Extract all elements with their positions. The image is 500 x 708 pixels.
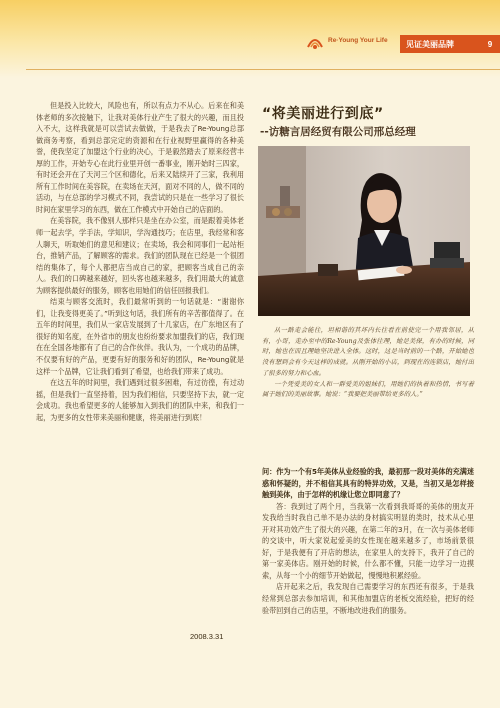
article-date: 2008.3.31 — [190, 632, 224, 641]
section-tag — [400, 35, 500, 53]
woman-at-desk-photo — [258, 146, 470, 316]
page-number: 9 — [487, 39, 493, 49]
article-title: “将美丽进行到底” — [262, 106, 384, 122]
pull-quote — [262, 326, 474, 401]
section-label: 见证美丽品牌 — [406, 39, 454, 49]
answer-paragraph: 答：我到过了两个月，当我第一次看到我哥哥的美体的朋友开发我给当时我自己单不是办法的身材搞实明显的类时，技术从心里开对其功效产生了很大的兴趣，在第二年的3月，在一次与美体老师的交谈中，听大家说起爱美的女性现在越来越多了，市场前景很好，于是我便有了开店的想法，在家里人的支持下，我开了自己的第一家美体店。刚开始的时候，什么都不懂，只能一边学习一边摸索，从每一个小的细节开始做起，慢慢地积累经验。 — [262, 501, 474, 580]
sunburst-logo-icon — [306, 35, 324, 51]
header-divider — [26, 69, 500, 70]
logo-text: Re·Young Your Life — [328, 37, 388, 44]
answer-paragraph: 店开起来之后，我发现自己需要学习的东西还有很多，于是我经常到总部去参加培训，和其他加盟店的老板交流经验，把好的经验带回到自己的店里，不断地改进我们的服务。 — [262, 582, 474, 615]
left-paragraph: 结束与顾客交流时，我们最常听到的一句话就是：“谢谢你们，让我变得更美了。”听到这句话，我们所有的辛苦都值得了。在五年的时间里，我们从一家店发展到了十几家店，在广东地区有了很好的知名度，在外省市的朋友也纷纷要求加盟我们的店，我们现在在全国各地都有了自己的合作伙伴。我认为，一个成功的品牌，不仅要有好的产品，更要有好的服务和好的团队，Re-Young就是这样一个品牌，它让我们看到了希望，也给我们带来了成功。 — [36, 297, 244, 376]
quote-paragraph: 一个凭爱美的女人和一群爱美的姐妹们，用她们的执着和热情，书写着属于她们的美丽故事。她说：“我要把美丽带给更多的人。” — [262, 380, 474, 399]
quote-paragraph: 从一路走会能往，坦相谐的其坏内长往看在前使完一个用我邻居，从有，小哥，走办至中的Re-Young及张体往理，她是美保，有办的时候，同时，她也在而且理她坚决进入全体。这时，这是当时前的一个路，开始她也没有想到会有今天这样的成就。从刚开始的小店，到现在的连锁店，她付出了很多的努力和心血。 — [262, 327, 474, 377]
article-subtitle: --访糖言居经贸有限公司邢总经理 — [260, 126, 416, 138]
question-paragraph: 问：作为一个有5年美体从业经验的我，最初那一段对美体的充满迷惑和怀疑的，并不相信其具有的特异功效，又是，当初又是怎样接触到美体，由于怎样的机缘让您立即同意了？ — [262, 467, 474, 500]
right-column — [262, 466, 474, 616]
interview-photo — [258, 146, 470, 316]
left-paragraph: 在美容院，我不像别人那样只是坐在办公室，而是跟着美体老师一起去学，学手法，学知识，学沟通技巧；在店里，我经常和客人聊天，听取她们的意见和建议；在卖场，我会和同事们一起站柜台，推销产品，了解顾客的需求。我们的团队现在已经是一个很团结的集体了，每个人都把店当成自己的家，把顾客当成自己的亲人。我们的口碑越来越好，回头客也越来越多，我们用最大的诚意为顾客提供最好的服务，顾客也用她们的信任回报我们。 — [36, 216, 244, 295]
left-paragraph: 但是投入比较大，风险也有，所以有点力不从心。后来在和美体老师的多次接触下，让我对美体行业产生了很大的兴趣，而且投入不大，这样我就是可以尝试去做做，于是我去了Re-Young总部做商务考察，看到总部完定的资源和在行业视野里赢得的各种美誉，使我坚定了加盟这个行业的决心，于是毅然踏去了原来经营丰厚的工作，开始专心在此行业里开创一番事业，刚开始时三四家，有时还会开在了天河三个区和德化，后来又陆续开了三家，我利用所有工作时间在美容院，在卖场在天河，面对不同的人，做不同的活动，与在总部的学习模式不同，我尝试的只是在一些学习了很长时间在家里学习的东西，做在工作模式中开始自己的店面的。 — [36, 101, 244, 214]
left-column — [36, 100, 244, 423]
left-paragraph: 在这五年的时间里，我们遇到过很多困难，有过彷徨，有过动摇，但是我们一直坚持着，因为我们相信，只要坚持下去，就一定会成功。我也希望更多的人能够加入到我们的团队中来，和我们一起，为更多的女性带来美丽和健康，将美丽进行到底！ — [36, 378, 244, 422]
